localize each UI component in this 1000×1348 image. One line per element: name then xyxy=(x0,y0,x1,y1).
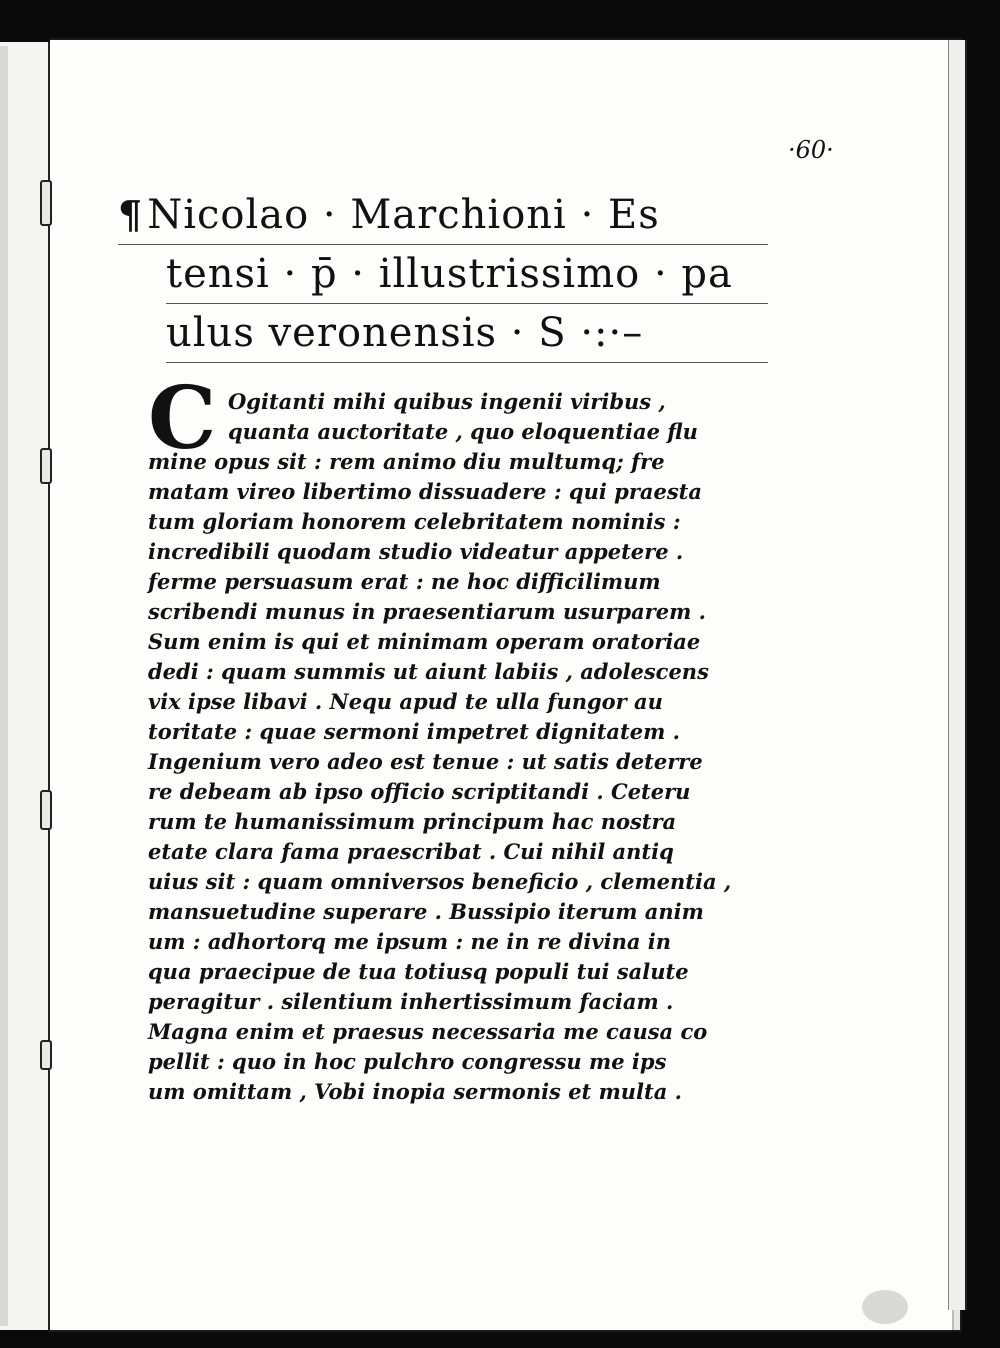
paragraph-mark: ¶ xyxy=(118,192,144,237)
text-line: rum te humanissimum principum hac nostra xyxy=(148,809,677,834)
page-corner-smudge xyxy=(862,1290,908,1324)
text-line: vix ipse libavi . Nequ apud te ulla fungor au xyxy=(148,689,663,714)
text-line: Sum enim is qui et minimam operam oratoriae xyxy=(148,629,701,654)
text-line: mansuetudine superare . Bussipio iterum anim xyxy=(148,899,704,924)
heading-line-1-text: Nicolao · Marchioni · Es xyxy=(147,192,660,238)
text-line: etate clara fama praescribat . Cui nihil antiq xyxy=(148,839,674,864)
text-line: ferme persuasum erat : ne hoc difficilimum xyxy=(148,569,661,594)
text-line: dedi : quam summis ut aiunt labiis , adolescens xyxy=(148,659,709,684)
binding-stitch xyxy=(40,790,52,830)
text-line: re debeam ab ipso officio scriptitandi . Ceteru xyxy=(148,779,691,804)
heading-line-1 xyxy=(118,190,768,245)
text-line: mine opus sit : rem animo diu multumq; fre xyxy=(148,449,665,474)
text-line: uius sit : quam omniversos beneficio , clementia , xyxy=(148,869,732,894)
text-line: scribendi munus in praesentiarum usurparem . xyxy=(148,599,706,624)
text-line: quanta auctoritate , quo eloquentiae flu xyxy=(228,419,698,444)
text-line: um : adhortorq me ipsum : ne in re divina in xyxy=(148,929,672,954)
binding-stitch xyxy=(40,448,52,484)
folio-number: ·60· xyxy=(788,136,834,164)
rubric-heading xyxy=(118,190,768,367)
text-line: Ogitanti mihi quibus ingenii viribus , xyxy=(228,389,666,414)
binding-stitch xyxy=(40,1040,52,1070)
binding-stitch xyxy=(40,180,52,226)
text-line: qua praecipue de tua totiusq populi tui salute xyxy=(148,959,689,984)
text-line: toritate : quae sermoni impetret dignitatem . xyxy=(148,719,680,744)
facing-page-margin xyxy=(0,46,8,1326)
heading-line-3: ulus veronensis · S ·:·– xyxy=(166,308,768,363)
text-line: peragitur . silentium inhertissimum faciam . xyxy=(148,989,674,1014)
text-line: Magna enim et praesus necessaria me causa co xyxy=(148,1019,708,1044)
text-line: tum gloriam honorem celebritatem nominis : xyxy=(148,509,681,534)
text-line: Ingenium vero adeo est tenue : ut satis deterre xyxy=(148,749,703,774)
heading-line-2: tensi · p̄ · illustrissimo · pa xyxy=(166,249,768,304)
text-line: um omittam , Vobi inopia sermonis et multa . xyxy=(148,1079,682,1104)
text-line: matam vireo libertimo dissuadere : qui praesta xyxy=(148,479,702,504)
text-line: incredibili quodam studio videatur appetere . xyxy=(148,539,684,564)
page-fore-edge xyxy=(948,40,967,1310)
decorated-initial: C xyxy=(148,368,217,469)
text-line: pellit : quo in hoc pulchro congressu me ips xyxy=(148,1049,667,1074)
